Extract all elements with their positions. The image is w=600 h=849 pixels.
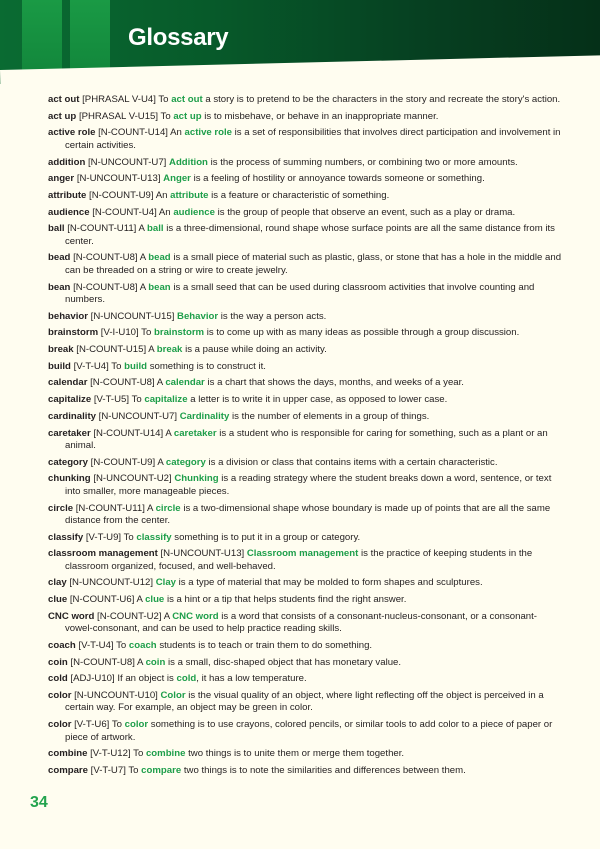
definition-text: students is to teach or train them to do something. [159,639,373,651]
definition-lead: A [137,656,143,668]
highlighted-term: active role [184,127,232,139]
highlighted-term: ball [147,223,164,235]
glossary-entry [48,611,563,636]
highlighted-term: Clay [155,577,176,589]
definition-text: is a pause while doing an activity. [185,344,327,356]
part-of-speech-tag: [N-UNCOUNT-U2] [93,473,172,485]
glossary-entry [48,252,563,277]
highlighted-term: Color [160,690,186,702]
glossary-term: anger [48,173,75,185]
glossary-term: capitalize [48,394,92,406]
highlighted-term: cold [176,673,197,685]
glossary-entry [48,411,563,423]
highlighted-term: capitalize [144,394,188,406]
glossary-term: active role [48,127,96,139]
part-of-speech-tag: [PHRASAL V-U4] [82,94,156,105]
definition-text: is the number of elements in a group of things. [231,410,430,422]
glossary-term: brainstorm [48,327,99,339]
definition-text: is a two-dimensional shape whose boundary is made up of points that are all the same distance from the center. [65,502,551,526]
part-of-speech-tag: [ADJ-U10] [70,673,115,685]
definition-text: two things is to unite them or merge them together. [188,748,405,760]
glossary-entry [48,190,563,202]
part-of-speech-tag: [N-COUNT-U8] [70,656,135,668]
definition-lead: A [147,502,153,514]
definition-text: something is to use crayons, colored pencils, or similar tools to add color to a piece of paper or piece of artwork. [65,719,553,743]
part-of-speech-tag: [N-UNCOUNT-U13] [76,173,161,185]
glossary-entry [48,111,563,123]
glossary-term: act up [48,110,77,122]
highlighted-term: act out [171,94,203,105]
glossary-entry [48,377,563,389]
glossary-entry [48,173,563,185]
definition-text: is a small piece of material such as plastic, glass, or stone that has a hole in the middle and can be threaded on a string or wire to create jewelry. [65,252,562,276]
glossary-entry [48,428,563,453]
part-of-speech-tag: [N-UNCOUNT-U10] [74,690,158,702]
definition-text: is to come up with as many ideas as possible through a group discussion. [206,327,520,339]
glossary-entry [48,457,563,469]
part-of-speech-tag: [V-T-U6] [74,719,110,731]
highlighted-term: audience [173,206,215,218]
glossary-term: behavior [48,310,88,322]
definition-lead: A [136,594,143,606]
definition-text: is a type of material that may be molded to form shapes and sculptures. [178,577,483,589]
glossary-entry [48,765,563,777]
glossary-term: CNC word [48,610,95,622]
definition-lead: To [123,531,134,543]
highlighted-term: build [124,360,148,372]
glossary-term: color [48,719,72,731]
glossary-term: compare [48,764,88,776]
part-of-speech-tag: [N-COUNT-U8] [90,377,155,389]
highlighted-term: act up [173,110,202,122]
glossary-term: calendar [48,377,88,389]
highlighted-term: Chunking [174,473,219,485]
glossary-term: break [48,344,74,356]
highlighted-term: CNC word [172,610,219,622]
page-number: 34 [30,794,48,811]
glossary-entry [48,748,563,760]
part-of-speech-tag: [N-COUNT-U9] [89,189,154,201]
glossary-term: color [48,690,72,702]
definition-text: is a student who is responsible for caring for something, such as a plant or an animal. [65,427,548,451]
definition-text: is the process of summing numbers, or combining two or more amounts. [210,156,518,168]
highlighted-term: coin [145,656,166,668]
glossary-term: cardinality [48,410,96,422]
glossary-term: build [48,360,71,372]
definition-lead: To [141,327,152,339]
definition-text: a letter is to write it in upper case, as opposed to lower case. [190,394,448,406]
highlighted-term: Behavior [177,310,219,322]
glossary-entry [48,327,563,339]
part-of-speech-tag: [N-COUNT-U2] [97,610,162,622]
glossary-entry [48,344,563,356]
glossary-term: coach [48,639,76,651]
definition-lead: To [133,748,144,760]
page-title: Glossary [128,24,229,51]
part-of-speech-tag: [N-COUNT-U11] [75,502,145,514]
definition-text: , it has a low temperature. [196,673,307,685]
highlighted-term: clue [145,594,165,606]
glossary-entry [48,94,563,106]
definition-text: is a division or class that contains items with a certain characteristic. [208,456,498,468]
glossary-term: caretaker [48,427,91,439]
definition-text: is a reading strategy where the student breaks down a word, sentence, or text into smaller, more manageable pieces. [65,473,552,497]
part-of-speech-tag: [N-UNCOUNT-U12] [69,577,154,589]
definition-text: is to misbehave, or behave in an inappropriate manner. [204,110,439,122]
definition-text: is a feeling of hostility or annoyance towards someone or something. [193,173,485,185]
glossary-entry [48,223,563,248]
definition-text: is a set of responsibilities that involves direct participation and involvement in certain activities. [65,127,561,151]
glossary-entry [48,719,563,744]
glossary-term: bean [48,281,71,293]
definition-lead: To [111,360,122,372]
glossary-term: clay [48,577,67,589]
glossary-entry [48,207,563,219]
definition-lead: A [139,281,146,293]
highlighted-term: combine [145,748,186,760]
glossary-entry [48,657,563,669]
glossary-entry [48,673,563,685]
highlighted-term: attribute [170,189,209,201]
part-of-speech-tag: [PHRASAL V-U15] [78,110,159,122]
definition-text: a story is to pretend to be the characters in the story and recreate the story's action. [205,94,561,105]
highlighted-term: classify [136,531,172,543]
definition-text: is a small, disc-shaped object that has monetary value. [168,656,402,668]
glossary-term: bead [48,252,71,264]
definition-text: is a word that consists of a consonant-nucleus-consonant, or a consonant-vowel-consonant, and can be used to help practice reading skills. [65,610,537,635]
glossary-entry [48,690,563,715]
highlighted-term: bean [148,281,171,293]
highlighted-term: calendar [165,377,205,389]
part-of-speech-tag: [N-UNCOUNT-U7] [98,410,178,422]
glossary-entry [48,394,563,406]
highlighted-term: Classroom management [246,548,359,560]
definition-text: is the visual quality of an object, where light reflecting off the object is perceived in a certain way. For example, an object may be green in color. [65,690,544,714]
glossary-entry [48,503,563,528]
definition-text: something is to put it in a group or category. [174,531,361,543]
definition-text: is a three-dimensional, round shape whose surface points are all the same distance from its center. [65,223,555,247]
part-of-speech-tag: [N-COUNT-U6] [69,594,135,606]
highlighted-term: compare [141,764,182,776]
part-of-speech-tag: [N-COUNT-U9] [90,456,156,468]
glossary-term: category [48,456,88,468]
part-of-speech-tag: [N-COUNT-U14] [93,427,164,439]
part-of-speech-tag: [V-T-U7] [90,764,126,776]
glossary-term: addition [48,156,86,168]
glossary-term: ball [48,223,65,235]
highlighted-term: Anger [163,173,191,185]
glossary-entry [48,361,563,373]
highlighted-term: Addition [169,156,208,168]
highlighted-term: caretaker [173,427,217,439]
definition-lead: To [131,394,142,406]
definition-lead: To [160,110,171,122]
definition-lead: A [163,610,170,622]
definition-text: is a hint or a tip that helps students find the right answer. [166,594,407,606]
part-of-speech-tag: [N-UNCOUNT-U7] [87,156,167,168]
part-of-speech-tag: [N-COUNT-U8] [73,281,138,293]
part-of-speech-tag: [N-COUNT-U11] [67,223,137,235]
glossary-term: coin [48,656,68,668]
definition-lead: If an object is [117,673,174,685]
definition-text: is the way a person acts. [220,310,327,322]
highlighted-term: coach [128,639,157,651]
part-of-speech-tag: [N-COUNT-U4] [92,206,157,218]
glossary-term: audience [48,206,90,218]
definition-text: is the practice of keeping students in the classroom organized, focused, and well-behaved. [65,548,533,572]
part-of-speech-tag: [N-COUNT-U15] [76,344,147,356]
part-of-speech-tag: [N-UNCOUNT-U13] [160,548,245,560]
highlighted-term: category [165,456,206,468]
glossary-entry [48,157,563,169]
glossary-term: attribute [48,189,87,201]
part-of-speech-tag: [N-COUNT-U14] [98,127,168,139]
glossary-entry [48,473,563,498]
glossary-entry [48,282,563,307]
definition-text: is the group of people that observe an event, such as a play or drama. [217,206,516,218]
highlighted-term: color [124,719,149,731]
glossary-entry [48,594,563,606]
glossary-term: classroom management [48,548,158,560]
part-of-speech-tag: [V-T-U9] [85,531,122,543]
definition-lead: To [116,639,127,651]
definition-text: two things is to note the similarities and differences between them. [183,764,466,776]
definition-text: is a feature or characteristic of something. [211,189,390,201]
glossary-term: circle [48,502,74,514]
highlighted-term: circle [155,502,181,514]
definition-lead: A [138,223,145,235]
definition-text: is a chart that shows the days, months, and weeks of a year. [207,377,464,389]
glossary-entry [48,532,563,544]
part-of-speech-tag: [V-T-U4] [78,639,114,651]
part-of-speech-tag: [V-I-U10] [100,327,139,339]
part-of-speech-tag: [V-T-U4] [73,360,109,372]
definition-lead: A [157,456,164,468]
definition-text: something is to construct it. [149,360,266,372]
definition-lead: To [158,94,169,105]
glossary-term: cold [48,673,68,685]
definition-lead: To [128,764,139,776]
definition-text: is a small seed that can be used during classroom activities that involve counting and numbers. [65,281,535,305]
definition-lead: A [156,377,163,389]
highlighted-term: bead [148,252,171,264]
glossary-entry [48,548,563,573]
part-of-speech-tag: [N-UNCOUNT-U15] [90,310,175,322]
glossary-list [48,94,563,782]
glossary-entry [48,640,563,652]
definition-lead: A [139,252,146,264]
definition-lead: A [165,427,172,439]
glossary-entry [48,577,563,589]
definition-lead: To [111,719,122,731]
glossary-term: combine [48,748,88,760]
highlighted-term: break [156,344,183,356]
glossary-entry [48,311,563,323]
definition-lead: A [148,344,155,356]
definition-lead: An [155,189,168,201]
highlighted-term: Cardinality [179,410,230,422]
glossary-term: classify [48,531,84,543]
glossary-entry [48,127,563,152]
definition-lead: An [170,127,182,139]
part-of-speech-tag: [V-T-U5] [93,394,130,406]
glossary-term: clue [48,594,68,606]
definition-lead: An [158,206,171,218]
glossary-term: chunking [48,473,91,485]
highlighted-term: brainstorm [153,327,205,339]
page-header [0,0,600,84]
part-of-speech-tag: [N-COUNT-U8] [73,252,138,264]
glossary-term: act out [48,94,80,105]
part-of-speech-tag: [V-T-U12] [90,748,131,760]
